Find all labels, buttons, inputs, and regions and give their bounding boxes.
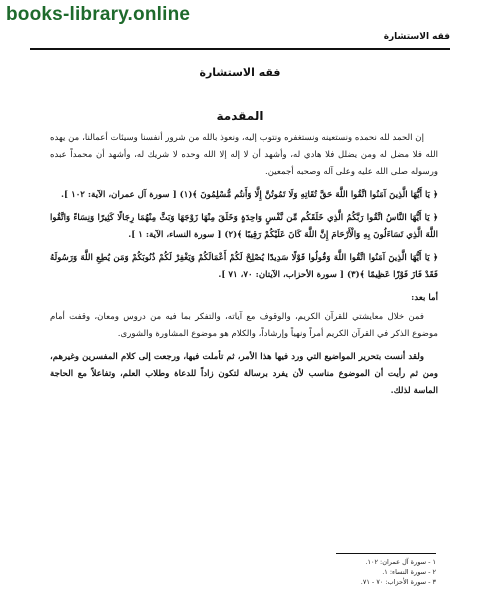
quran-verse: ﴿ يَا أَيُّهَا الَّذِينَ آمَنُوا اتَّقُوا اللَّهَ حَقَّ تُقَاتِهِ وَلَا تَمُوتُنَّ إِلَّا وَأَنتُم مُّسْلِمُونَ ﴾(١) [ سورة آل عمران، الآية: ١٠٢ ]. <box>61 190 438 200</box>
site-watermark: books-library.online <box>6 4 191 25</box>
section-title: المقدمة <box>216 109 264 123</box>
quran-verse: ﴿ يَا أَيُّهَا النَّاسُ اتَّقُوا رَبَّكُمُ الَّذِي خَلَقَكُم مِّن نَّفْسٍ وَاحِدَةٍ وَخَلَقَ مِنْهَا زَوْجَهَا وَبَثَّ مِنْهُمَا رِجَالًا كَثِيرًا وَنِسَاءً وَاتَّقُوا اللَّهَ الَّذِي تَسَاءَلُونَ بِهِ وَالْأَرْحَامَ إِنَّ اللَّهَ كَانَ عَلَيْكُمْ رَقِيبًا ﴾(٢) [ سورة النساء، الآية: ١ ]. <box>50 213 438 240</box>
header-rule <box>30 48 450 50</box>
footnotes <box>361 557 436 587</box>
paragraph: فمن خلال معايشتي للقرآن الكريم، والوقوف مع آياته، والتفكر بما فيه من دروس ومعان، وقفت أمام موضوع الذكر في القرآن الكريم أمراً ونهياً وإرشاداً، والكلام هو موضوع المشاورة والشورى. <box>50 312 438 339</box>
running-header: فقه الاستشارة <box>383 32 450 42</box>
page-title: فقه الاستشارة <box>199 66 281 79</box>
quran-verse: ﴿ يَا أَيُّهَا الَّذِينَ آمَنُوا اتَّقُوا اللَّهَ وَقُولُوا قَوْلًا سَدِيدًا يُصْلِحْ لَكُمْ أَعْمَالَكُمْ وَيَغْفِرْ لَكُمْ ذُنُوبَكُمْ وَمَن يُطِعِ اللَّهَ وَرَسُولَهُ فَقَدْ فَازَ فَوْزًا عَظِيمًا ﴾(٣) [ سورة الأحزاب، الآيتان: ٧٠، ٧١ ]. <box>50 253 438 280</box>
footnote-rule <box>336 553 436 554</box>
paragraph: ولقد أنست بتحرير المواضيع التي ورد فيها هذا الأمر، ثم تأملت فيها، ورجعت إلى كلام المفسرين وغيرهم، ومن ثم رأيت أن الموضوع مناسب لأن يفرد برسالة لتكون زاداً للدعاة وطلاب العلم، وتفاعلاً مع الحاجة الماسة لذلك. <box>50 352 438 396</box>
footnote: ١ - سورة آل عمران: ١٠٢. <box>365 558 436 566</box>
paragraph: إن الحمد لله نحمده ونستعينه ونستغفره ونتوب إليه، ونعوذ بالله من شرور أنفسنا وسيئات أعمالنا، من يهده الله فلا مضل له ومن يضلل فلا هادي له، وأشهد أن لا إله إلا الله وحده لا شريك له، وأشهد أن محمداً عبده ورسوله صلى الله عليه وعلى آله وصحبه أجمعين. <box>50 133 438 177</box>
body-text <box>50 130 438 406</box>
footnote: ٢ - سورة النساء: ١. <box>382 568 436 576</box>
paragraph-label: أما بعد: <box>411 293 438 303</box>
footnote: ٣ - سورة الأحزاب: ٧٠ - ٧١. <box>360 578 436 586</box>
